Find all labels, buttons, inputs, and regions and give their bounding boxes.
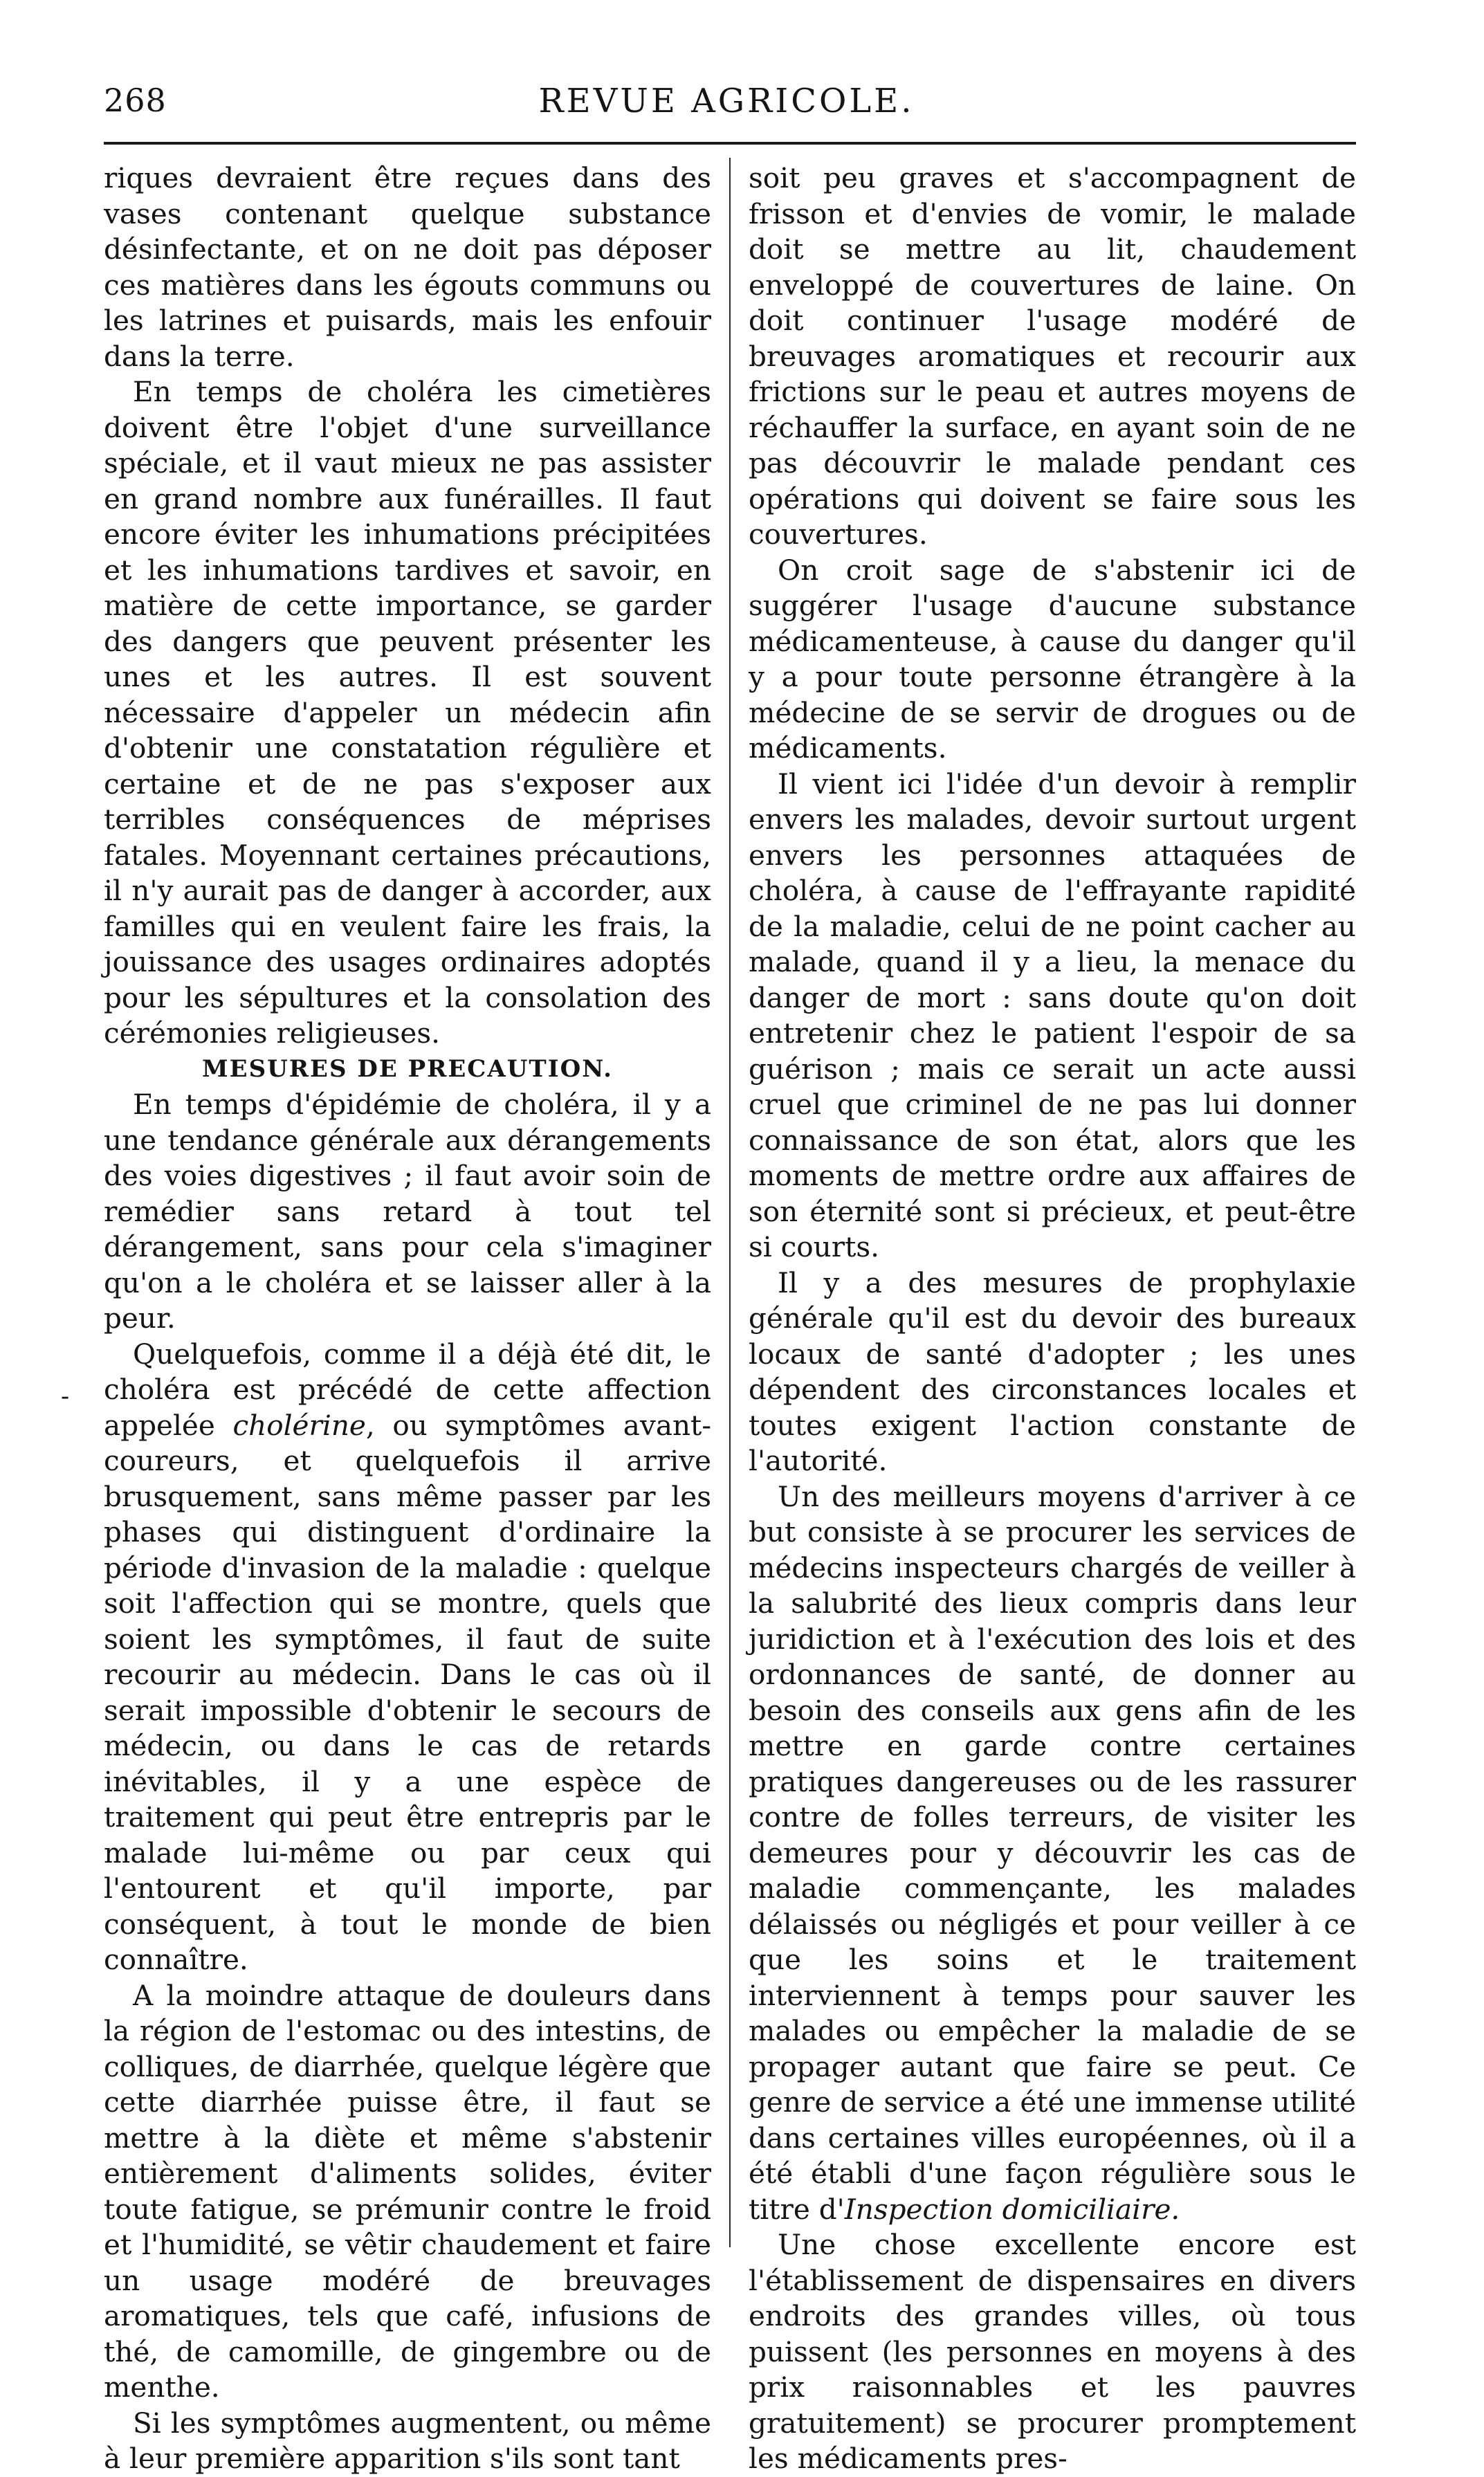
page-header: [104, 82, 1349, 137]
left-paragraph-5: A la moindre attaque de douleurs dans la région de l'estomac ou des intestins, de colliques, de diarrhée, quelque légère que cette diarrhée puisse être, il faut se mettre à la diète et même s'abstenir entièrement d'aliments solides, éviter toute fatigue, se prémunir contre le froid et l'humidité, se vêtir chaudement et faire un usage modéré de breuvages aromatiques, tels que café, infusions de thé, de camomille, de gingembre ou de menthe.: [104, 1978, 711, 2404]
left-paragraph-2: En temps de choléra les cimetières doivent être l'objet d'une surveillance spéciale, et il vaut mieux ne pas assister en grand nombre aux funérailles. Il faut encore éviter les inhumations précipitées et les inhumations tardives et savoir, en matière de cette importance, se garder des dangers que peuvent présenter les unes et les autres. Il est souvent nécessaire d'appeler un médecin afin d'obtenir une constatation régulière et certaine et de ne pas s'exposer aux terribles conséquences de méprises fatales. Moyennant certaines précautions, il n'y aurait pas de danger à accorder, aux familles qui en veulent faire les frais, la jouissance des usages ordinaires adoptés pour les sépultures et la consolation des cérémonies religieuses.: [104, 375, 711, 1050]
term-cholerine: cholérine: [232, 1408, 366, 1442]
left-column: [104, 161, 711, 2477]
right-paragraph-2: On croit sage de s'abstenir ici de suggérer l'usage d'aucune substance médicamenteuse, à cause du danger qu'il y a pour toute personne étrangère à la médecine de se servir de drogues ou de médicaments.: [749, 553, 1356, 765]
left-paragraph-3: En temps d'épidémie de choléra, il y a une tendance générale aux dérangements des voies digestives ; il faut avoir soin de remédier sans retard à tout tel dérangement, sans pour cela s'imaginer qu'on a le choléra et se laisser aller à la peur.: [104, 1088, 711, 1335]
left-paragraph-1: riques devraient être reçues dans des vases contenant quelque substance désinfectante, et on ne doit pas déposer ces matières dans les égouts communs ou les latrines et puisards, mais les enfouir dans la terre.: [104, 161, 711, 373]
left-paragraph-6: Si les symptômes augmentent, ou même à leur première apparition s'ils sont tant: [104, 2406, 711, 2475]
left-paragraph-4-end: , ou symptômes avant-coureurs, et quelquefois il arrive brusquement, sans même passer par les phases qui distinguent d'ordinaire la période d'invasion de la maladie : quelque soit l'affection qui se montre, quels que soient les symptômes, il faut de suite recourir au médecin. Dans le cas où il serait impossible d'obtenir le secours de médecin, ou dans le cas de retards inévitables, il y a une espèce de traitement qui peut être entrepris par le malade lui-même ou par ceux qui l'entourent et qu'il importe, par conséquent, à tout le monde de bien connaître.: [104, 1408, 712, 1976]
section-heading: MESURES DE PRECAUTION.: [202, 1054, 613, 1083]
right-paragraph-1: soit peu graves et s'accompagnent de frisson et d'envies de vomir, le malade doit se mettre au lit, chaudement enveloppé de couvertures de laine. On doit continuer l'usage modéré de breuvages aromatiques et recourir aux frictions sur le peau et autres moyens de réchauffer la surface, en ayant soin de ne pas découvrir le malade pendant ces opérations qui doivent se faire sous les couvertures.: [749, 161, 1356, 551]
right-column: [749, 161, 1356, 2477]
header-rule: [104, 142, 1356, 145]
right-paragraph-6: Une chose excellente encore est l'établissement de dispensaires en divers endroits des grandes villes, où tous puissent (les personnes en moyens à des prix raisonnables et les pauvres gratuitement) se procurer promptement les médicaments pres-: [749, 2228, 1356, 2475]
page-number: 268: [104, 82, 167, 119]
column-divider: [729, 158, 731, 2247]
margin-mark: -: [61, 1382, 70, 1411]
left-paragraph-4-start: Quelquefois, comme il a déjà été dit, le choléra est précédé de cette affection appelée: [104, 1337, 711, 1442]
term-inspection-domiciliaire: Inspection domiciliaire.: [844, 2192, 1180, 2226]
right-paragraph-4: Il y a des mesures de prophylaxie générale qu'il est du devoir des bureaux locaux de santé d'adopter ; les unes dépendent des circonstances locales et toutes exigent l'action constante de l'autorité.: [749, 1265, 1356, 1477]
running-title: REVUE AGRICOLE.: [538, 82, 915, 120]
right-paragraph-5-start: Un des meilleurs moyens d'arriver à ce but consiste à se procurer les services de médecins inspecteurs chargés de veiller à la salubrité des lieux compris dans leur juridiction et à l'exécution des lois et des ordonnances de santé, de donner au besoin des conseils aux gens afin de les mettre en garde contre certaines pratiques dangereuses ou de les rassurer contre de folles terreurs, de visiter les demeures pour y découvrir les cas de maladie commençante, les malades délaissés ou négligés et pour veiller à ce que les soins et le traitement interviennent à temps pour sauver les malades ou empêcher la maladie de se propager autant que faire se peut. Ce genre de service a été une immense utilité dans certaines villes européennes, où il a été établi d'une façon régulière sous le titre d': [749, 1479, 1356, 2226]
left-paragraph-4: [104, 1337, 711, 1978]
right-paragraph-3: Il vient ici l'idée d'un devoir à remplir envers les malades, devoir surtout urgent envers les personnes attaquées de choléra, à cause de l'effrayante rapidité de la maladie, celui de ne point cacher au malade, quand il y a lieu, la menace du danger de mort : sans doute qu'on doit entretenir chez le patient l'espoir de sa guérison ; mais ce serait un acte aussi cruel que criminel de ne pas lui donner connaissance de son état, alors que les moments de mettre ordre aux affaires de son éternité sont si précieux, et peut-être si courts.: [749, 767, 1356, 1263]
right-paragraph-5: [749, 1479, 1356, 2228]
